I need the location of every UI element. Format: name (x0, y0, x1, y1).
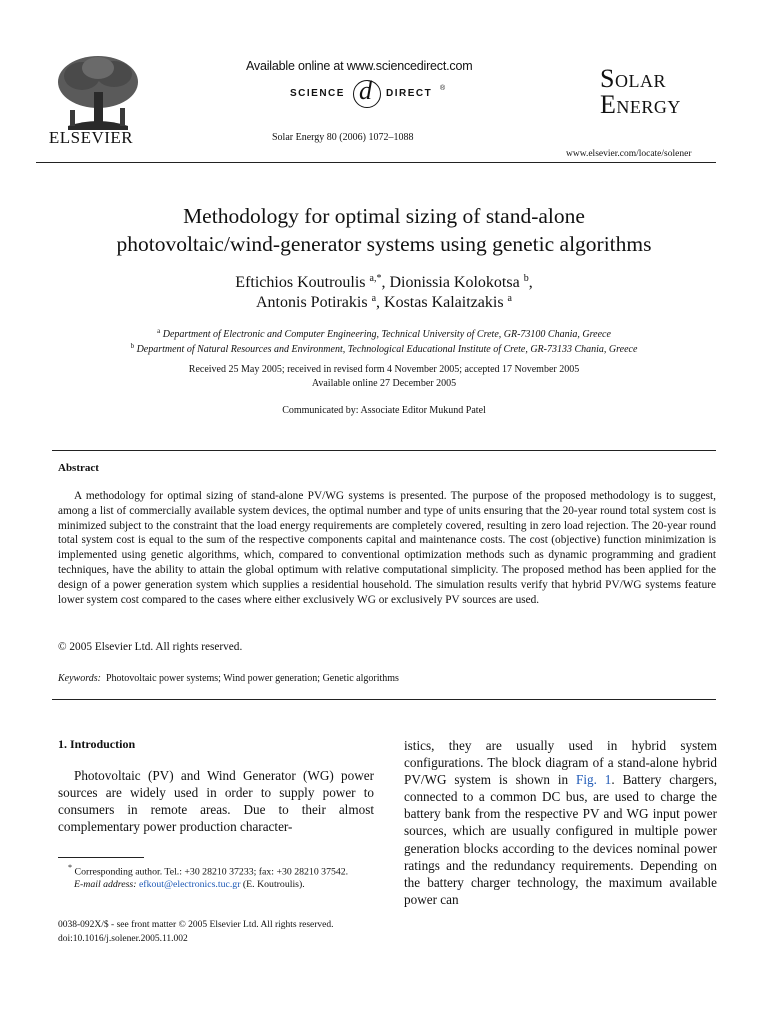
author-separator: , (528, 274, 533, 291)
footnote-divider (58, 857, 144, 858)
available-online-date: Available online 27 December 2005 (311, 378, 457, 389)
affiliation-text: Department of Electronic and Computer Engineering, Technical University of Crete, GR-73100 Chania, Greece (162, 329, 611, 340)
body-column-right (404, 737, 717, 908)
body-text: . Battery chargers, connected to a common DC bus, are used to charge the battery bank from the respective PV and WG input power sources, which are usually configured in multiple power generation blocks according to the devices nominal power ratings and the redundancy requirements. Depending on the battery charger technology, the maximum available power can (404, 772, 718, 907)
journal-title-line2: Energy (600, 90, 681, 119)
author-separator: , (381, 274, 390, 291)
paper-title (40, 202, 728, 258)
received-dates: Received 25 May 2005; received in revised form 4 November 2005; accepted 17 November 2005 (188, 364, 580, 375)
author-affiliation-mark[interactable]: b (523, 273, 529, 284)
affiliation-item (40, 327, 728, 342)
journal-title-line1: Solar (600, 64, 666, 93)
paper-title-line1: Methodology for optimal sizing of stand-alone (183, 204, 585, 228)
sciencedirect-d-mark: d (359, 76, 372, 105)
doi-link[interactable]: doi:10.1016/j.solener.2005.11.002 (58, 933, 188, 944)
keywords-label: Keywords: (58, 673, 101, 684)
author-separator: , (376, 294, 385, 311)
header-divider (36, 162, 716, 163)
keywords-list: Photovoltaic power systems; Wind power generation; Genetic algorithms (105, 673, 399, 684)
email-owner: (E. Koutroulis). (242, 879, 305, 891)
communicated-by: Communicated by: Associate Editor Mukund Patel (282, 405, 486, 416)
author-name: Antonis Potirakis (256, 294, 368, 311)
abstract-divider-bottom (52, 699, 716, 700)
author-affiliation-mark[interactable]: a,* (369, 273, 382, 284)
email-label: E-mail address: (74, 879, 137, 891)
registered-mark: ® (440, 85, 446, 92)
affiliation-item (40, 342, 728, 357)
body-column-left: Photovoltaic (PV) and Wind Generator (WG) power sources are widely used in order to supply power to consumers in remote areas. Due to their almost complementary power production character- (58, 768, 374, 835)
author-email-link[interactable]: efkout@electronics.tuc.gr (138, 879, 241, 891)
figure-reference-link[interactable]: Fig. 1 (576, 772, 612, 788)
affiliation-text: Department of Natural Resources and Environment, Technological Educational Institute of Crete, GR-73133 Chania, Greece (136, 344, 638, 355)
author-affiliation-mark[interactable]: a (371, 293, 377, 304)
sciencedirect-logo (262, 76, 474, 110)
abstract-divider-top (52, 450, 716, 451)
affiliation-list (40, 327, 728, 357)
author-affiliation-mark[interactable]: a (507, 293, 512, 304)
journal-title (600, 66, 720, 118)
publisher-name: ELSEVIER (48, 128, 134, 147)
available-online-link[interactable]: Available online at www.sciencedirect.com (246, 59, 473, 73)
author-list (40, 273, 728, 313)
sciencedirect-right-text: DIRECT (386, 88, 433, 99)
author-name: Kostas Kalaitzakis (384, 294, 504, 311)
sciencedirect-left-text: SCIENCE (290, 88, 345, 99)
publication-meta (58, 919, 334, 946)
journal-url-link[interactable]: www.elsevier.com/locate/solener (566, 149, 692, 159)
issn-line: 0038-092X/$ - see front matter © 2005 Elsevier Ltd. All rights reserved. (58, 920, 334, 930)
abstract-heading: Abstract (58, 462, 99, 474)
footnote (58, 861, 376, 891)
footnote-mark: * (68, 863, 73, 872)
affiliation-mark: a (157, 327, 161, 335)
affiliation-mark: b (130, 342, 135, 350)
article-history (40, 363, 728, 391)
journal-citation: Solar Energy 80 (2006) 1072–1088 (272, 132, 414, 143)
corresponding-author-note: Corresponding author. Tel.: +30 28210 37233; fax: +30 28210 37542. (74, 866, 349, 878)
author-name: Eftichios Koutroulis (235, 274, 366, 291)
abstract-text: A methodology for optimal sizing of stand-alone PV/WG systems is presented. The purpose of the proposed methodology is to suggest, among a list of commercially available system devices, the optimal number and type of units ensuring that the 20-year round total system cost is minimized subject to the constraint that the load energy requirements are completely covered, resulting in zero load rejection. The 20-year round total system cost is equal to the sum of the respective components capital and maintenance costs. The cost (objective) function minimization is implemented using genetic algorithms, which, compared to conventional optimization methods such as dynamic programming and gradient techniques, have the ability to attain the global optimum with relative computational simplicity. The proposed method has been applied for the design of a power generation system which supplies a residential household. The simulation results verify that hybrid PV/WG systems feature lower system cost compared to the cases where either exclusively WG or exclusively PV sources are used. (58, 490, 716, 606)
body-text: istics, they are usually used in hybrid system configurations. The block diagram of a stand-alone hybrid PV/WG system is shown in (404, 738, 717, 788)
abstract-copyright: © 2005 Elsevier Ltd. All rights reserved. (58, 641, 243, 653)
keywords (58, 673, 399, 684)
paper-title-line2: photovoltaic/wind-generator systems using genetic algorithms (116, 232, 652, 256)
author-name: Dionissia Kolokotsa (389, 274, 520, 291)
section-heading-introduction: 1. Introduction (58, 737, 136, 751)
